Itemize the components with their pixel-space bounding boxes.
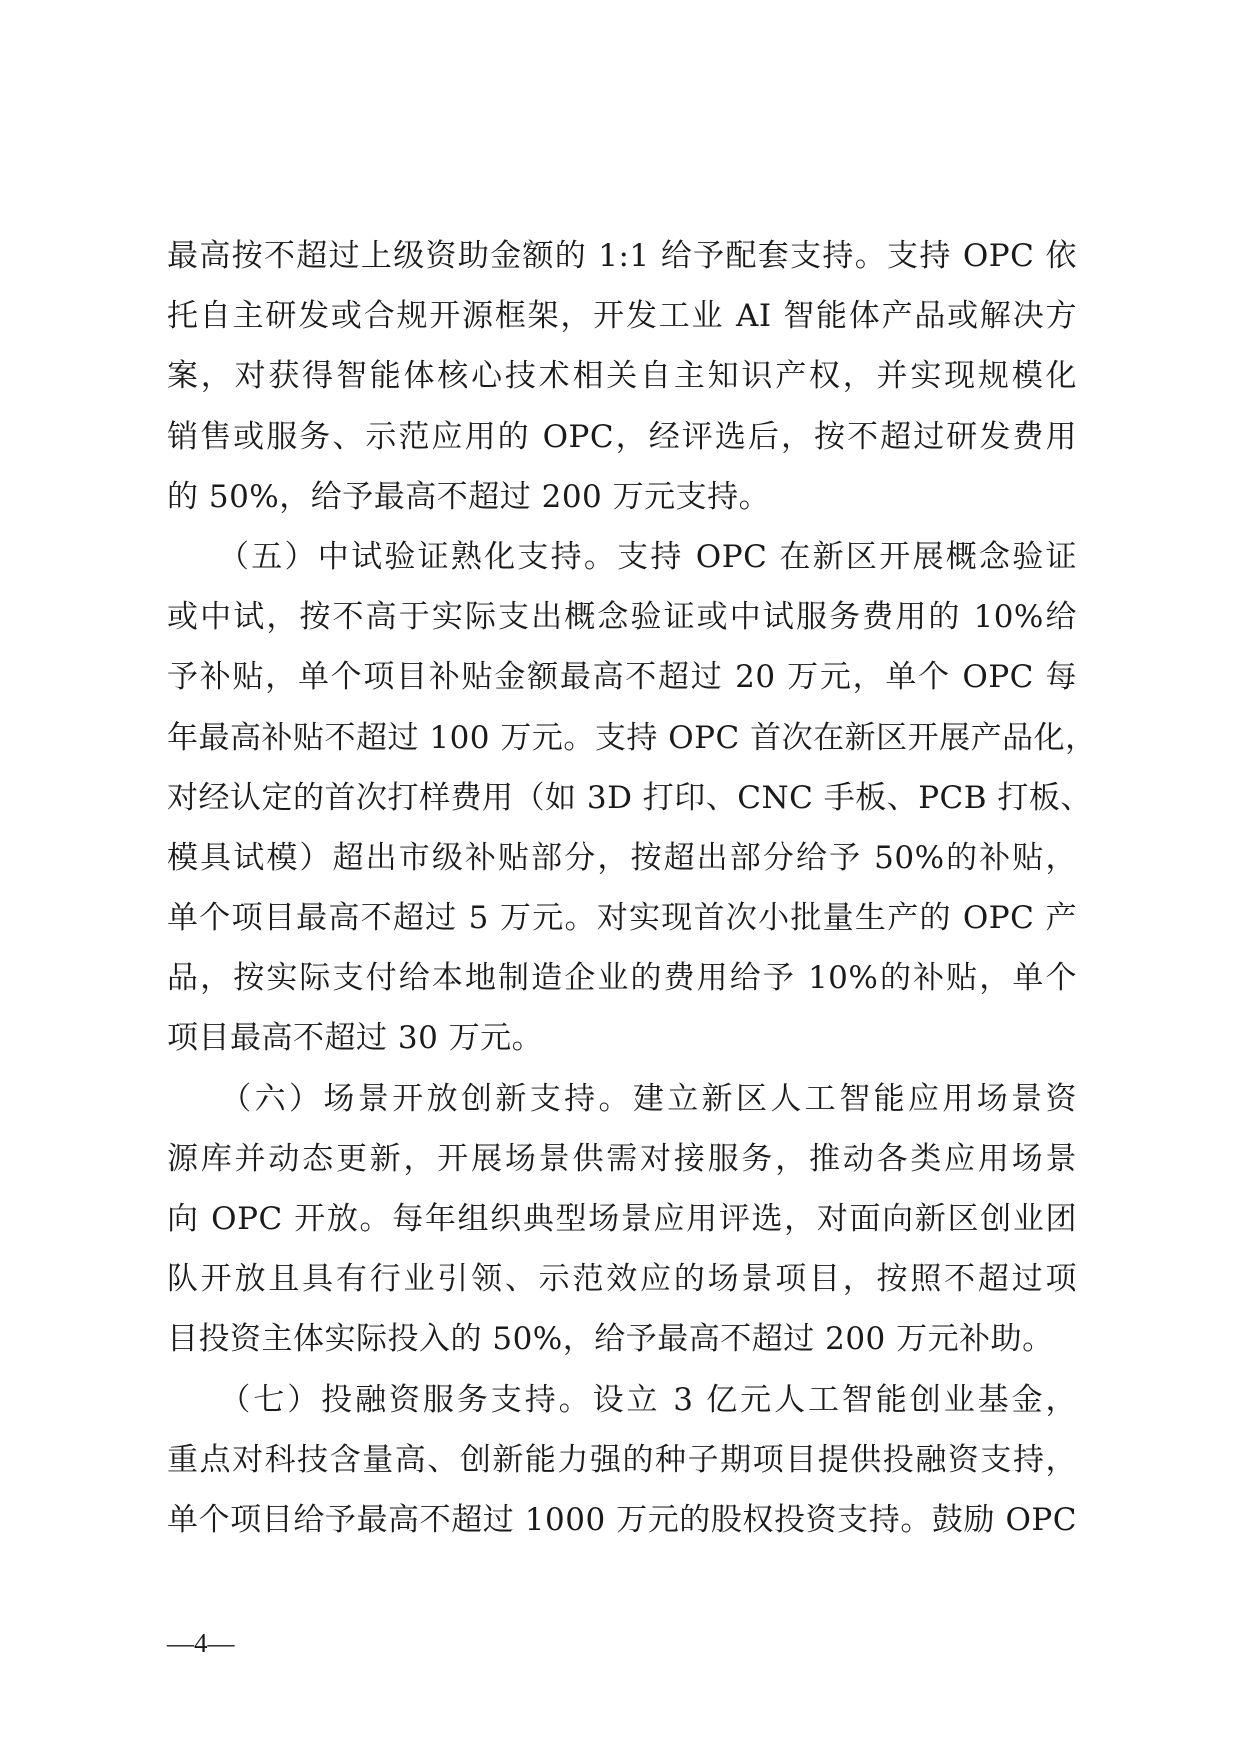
body-text [167,226,1097,1550]
text-line: 队开放且具有行业引领、示范效应的场景项目，按照不超过项 [167,1261,1077,1298]
text-line: 单个项目最高不超过 5 万元。对实现首次小批量生产的 OPC 产 [167,900,1077,937]
text-line: 源库并动态更新，开展场景供需对接服务，推动各类应用场景 [167,1140,1077,1177]
text-line: 重点对科技含量高、创新能力强的种子期项目提供投融资支持， [167,1441,1077,1478]
text-line: 或中试，按不高于实际支出概念验证或中试服务费用的 10%给 [167,599,1077,636]
text-line: 予补贴，单个项目补贴金额最高不超过 20 万元，单个 OPC 每 [167,659,1077,696]
section-heading-line: （七）投融资服务支持。设立 3 亿元人工智能创业基金， [167,1381,1077,1418]
text-line: 案，对获得智能体核心技术相关自主知识产权，并实现规模化 [167,358,1077,395]
page-number: —4— [167,1628,235,1658]
text-line: 的 50%，给予最高不超过 200 万元支持。 [167,478,771,515]
text-line: 模具试模）超出市级补贴部分，按超出部分给予 50%的补贴， [167,839,1077,876]
text-line: 托自主研发或合规开源框架，开发工业 AI 智能体产品或解决方 [167,298,1077,335]
text-line: 年最高补贴不超过 100 万元。支持 OPC 首次在新区开展产品化， [167,719,1097,756]
text-line: 销售或服务、示范应用的 OPC，经评选后，按不超过研发费用 [167,418,1077,455]
section-heading-line: （六）场景开放创新支持。建立新区人工智能应用场景资 [167,1080,1077,1117]
text-line: 品，按实际支付给本地制造企业的费用给予 10%的补贴，单个 [167,960,1077,997]
section-heading-line: （五）中试验证熟化支持。支持 OPC 在新区开展概念验证 [167,538,1077,575]
text-line: 项目最高不超过 30 万元。 [167,1020,544,1057]
text-line: 单个项目给予最高不超过 1000 万元的股权投资支持。鼓励 OPC [167,1501,1077,1538]
text-line: 向 OPC 开放。每年组织典型场景应用评选，对面向新区创业团 [167,1201,1077,1237]
text-line: 目投资主体实际投入的 50%，给予最高不超过 200 万元补助。 [167,1321,1054,1358]
text-line: 最高按不超过上级资助金额的 1:1 给予配套支持。支持 OPC 依 [167,238,1077,274]
text-line: 对经认定的首次打样费用（如 3D 打印、CNC 手板、PCB 打板、 [167,779,1092,816]
